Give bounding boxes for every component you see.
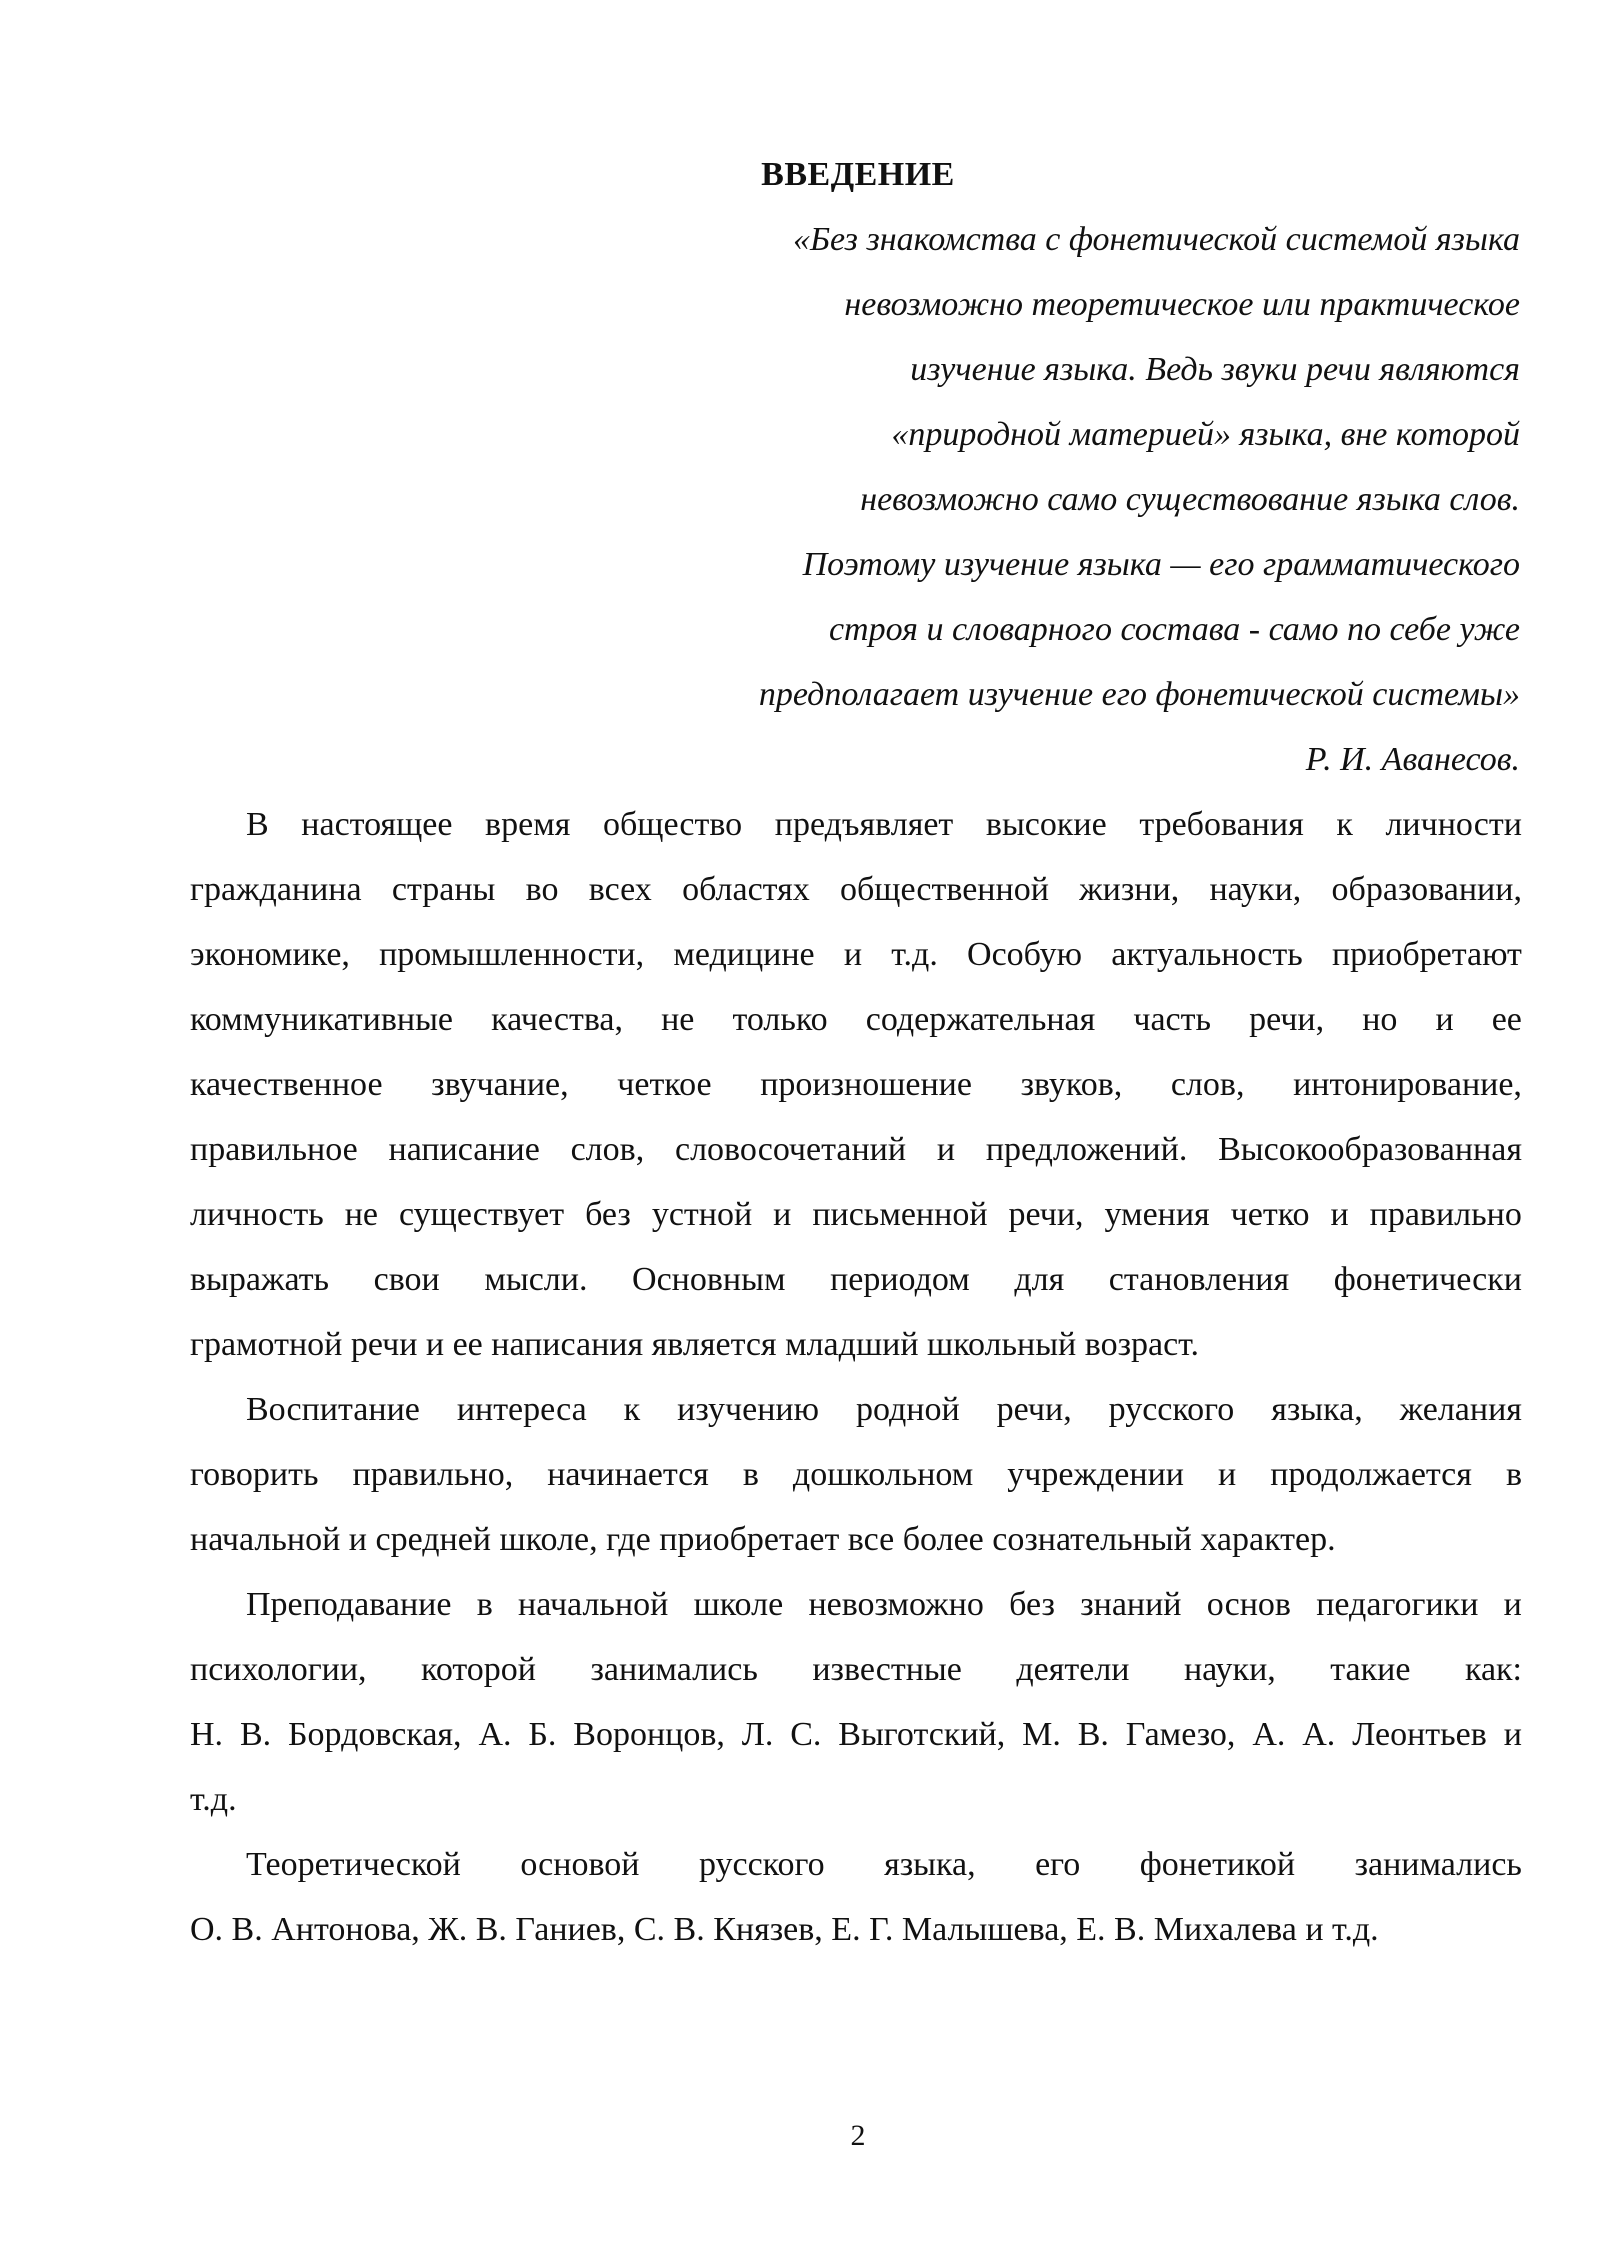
word: областях (682, 871, 810, 908)
word: высокие (985, 806, 1107, 843)
word: речи, (1249, 1001, 1325, 1038)
word: для (1014, 1261, 1065, 1298)
word: актуальность (1111, 936, 1303, 973)
page-heading: ВВЕДЕНИЕ (761, 156, 955, 193)
word: известные (812, 1651, 962, 1688)
word: выражать (190, 1261, 330, 1298)
word: личность (190, 1196, 324, 1233)
word: Б. (528, 1716, 557, 1753)
word: страны (391, 871, 496, 908)
word: периодом (830, 1261, 970, 1298)
word: т.д. (891, 936, 938, 973)
word: предъявляет (774, 806, 954, 843)
word: общественной (840, 871, 1049, 908)
word: деятели (1016, 1651, 1130, 1688)
word: предложений. (985, 1131, 1188, 1168)
word: В. (1077, 1716, 1109, 1753)
word: коммуникативные (190, 1001, 454, 1038)
word: Высокообразованная (1218, 1131, 1522, 1168)
word: слов, (570, 1131, 645, 1168)
word: часть (1133, 1001, 1212, 1038)
page-number: 2 (850, 2119, 866, 2152)
word: как: (1464, 1651, 1522, 1688)
word: науки, (1209, 871, 1302, 908)
word: становления (1108, 1261, 1290, 1298)
word: правильно (1369, 1196, 1522, 1233)
paragraph-line (190, 1832, 1522, 1897)
word: С. (790, 1716, 822, 1753)
word: которой (421, 1651, 536, 1688)
word: экономике, (190, 936, 350, 973)
word: всех (588, 871, 652, 908)
word: мысли. (484, 1261, 588, 1298)
word: интереса (456, 1391, 587, 1428)
word: продолжается (1270, 1456, 1472, 1493)
word: речи, (996, 1391, 1072, 1428)
word: четкое (617, 1066, 712, 1103)
word: и (1435, 1001, 1454, 1038)
word: русского (1108, 1391, 1235, 1428)
paragraph-line: начальной и средней школе, где приобретает все более сознательный характер. (190, 1521, 1336, 1558)
word: словосочетаний (675, 1131, 907, 1168)
word: правильное (190, 1131, 358, 1168)
word: Преподавание (246, 1586, 452, 1623)
epigraph-line: строя и словарного состава - само по себе уже (828, 611, 1520, 648)
word: качества, (491, 1001, 624, 1038)
body-paragraph (190, 1832, 1522, 1962)
word: промышленности, (379, 936, 645, 973)
word: в (742, 1456, 759, 1493)
word: слов, (1170, 1066, 1245, 1103)
word: четко (1230, 1196, 1310, 1233)
paragraph-line (190, 792, 1522, 857)
word: настоящее (301, 806, 453, 843)
paragraph-line (190, 1702, 1522, 1767)
body-paragraph (190, 1572, 1522, 1832)
epigraph-line: изучение языка. Ведь звуки речи являются (910, 351, 1520, 388)
word: звучание, (431, 1066, 569, 1103)
word: начальной (518, 1586, 669, 1623)
word: Основным (632, 1261, 786, 1298)
word: но (1362, 1001, 1398, 1038)
word: время (485, 806, 571, 843)
epigraph-line: невозможно само существование языка слов. (860, 481, 1520, 518)
word: без (1009, 1586, 1055, 1623)
word: русского (698, 1846, 825, 1883)
word: желания (1399, 1391, 1522, 1428)
word: педагогики (1316, 1586, 1479, 1623)
word: и (843, 936, 863, 973)
paragraph-line (190, 1247, 1522, 1312)
word: дошкольном (792, 1456, 974, 1493)
word: свои (373, 1261, 440, 1298)
word: А. (478, 1716, 512, 1753)
word: к (623, 1391, 641, 1428)
word: содержательная (865, 1001, 1096, 1038)
epigraph-line: «природной материей» языка, вне которой (891, 416, 1520, 453)
word: знаний (1080, 1586, 1182, 1623)
word: занимались (590, 1651, 758, 1688)
paragraph-line: т.д. (190, 1781, 237, 1818)
word: В (246, 806, 269, 843)
body-paragraph (190, 1377, 1522, 1572)
word: психологии, (190, 1651, 367, 1688)
word: Н. (190, 1716, 224, 1753)
word: личности (1385, 806, 1522, 843)
word: интонирование, (1293, 1066, 1522, 1103)
word: в (1505, 1456, 1522, 1493)
word: Гамезо, (1125, 1716, 1236, 1753)
word: занимались (1354, 1846, 1522, 1883)
word: Выготский, (838, 1716, 1006, 1753)
word: М. (1022, 1716, 1061, 1753)
word: без (585, 1196, 631, 1233)
word: требования (1139, 806, 1304, 843)
word: образовании, (1331, 871, 1522, 908)
word: фонетикой (1139, 1846, 1296, 1883)
word: приобретают (1331, 936, 1522, 973)
word: умения (1104, 1196, 1210, 1233)
word: и (1503, 1716, 1522, 1753)
word: изучению (677, 1391, 820, 1428)
word: общество (602, 806, 743, 843)
word: языка, (1271, 1391, 1363, 1428)
word: А. (1302, 1716, 1336, 1753)
word: основой (520, 1846, 640, 1883)
word: звуков, (1020, 1066, 1123, 1103)
epigraph-author: Р. И. Аванесов. (1305, 741, 1520, 778)
word: Леонтьев (1352, 1716, 1487, 1753)
word: гражданина (190, 871, 362, 908)
word: в (476, 1586, 493, 1623)
word: только (732, 1001, 828, 1038)
word: и (1217, 1456, 1237, 1493)
word: его (1035, 1846, 1081, 1883)
word: невозможно (808, 1586, 984, 1623)
paragraph-line: грамотной речи и ее написания является младший школьный возраст. (190, 1326, 1199, 1363)
word: начинается (547, 1456, 709, 1493)
word: фонетически (1333, 1261, 1522, 1298)
word: Теоретической (246, 1846, 461, 1883)
paragraph-line (190, 1182, 1522, 1247)
word: школе (693, 1586, 784, 1623)
word: и (936, 1131, 956, 1168)
word: А. (1252, 1716, 1286, 1753)
epigraph-line: «Без знакомства с фонетической системой языка (792, 221, 1520, 258)
word: качественное (190, 1066, 383, 1103)
word: и (1330, 1196, 1349, 1233)
paragraph-line (190, 922, 1522, 987)
word: к (1336, 806, 1353, 843)
word: Воспитание (246, 1391, 420, 1428)
word: во (525, 871, 559, 908)
word: жизни, (1079, 871, 1180, 908)
word: учреждении (1007, 1456, 1184, 1493)
paragraph-line (190, 1052, 1522, 1117)
word: такие (1330, 1651, 1411, 1688)
word: существует (399, 1196, 565, 1233)
word: произношение (760, 1066, 972, 1103)
paragraph-line (190, 1442, 1522, 1507)
word: науки, (1183, 1651, 1276, 1688)
paragraph-line (190, 1572, 1522, 1637)
paragraph-line: О. В. Антонова, Ж. В. Ганиев, С. В. Князев, Е. Г. Малышева, Е. В. Михалева и т.д. (190, 1911, 1379, 1948)
word: правильно, (352, 1456, 514, 1493)
word: говорить (190, 1456, 319, 1493)
word: написание (388, 1131, 540, 1168)
paragraph-line (190, 987, 1522, 1052)
epigraph-line: Поэтому изучение языка — его грамматического (802, 546, 1520, 583)
word: и (1503, 1586, 1522, 1623)
word: Л. (741, 1716, 774, 1753)
paragraph-line (190, 1637, 1522, 1702)
epigraph-line: невозможно теоретическое или практическое (844, 286, 1520, 323)
body-paragraph (190, 792, 1522, 1377)
word: В. (239, 1716, 272, 1753)
paragraph-line (190, 1117, 1522, 1182)
word: Бордовская, (288, 1716, 462, 1753)
word: Воронцов, (573, 1716, 725, 1753)
word: не (344, 1196, 379, 1233)
word: не (661, 1001, 695, 1038)
word: ее (1491, 1001, 1522, 1038)
word: языка, (884, 1846, 976, 1883)
word: речи, (1008, 1196, 1084, 1233)
word: устной (651, 1196, 753, 1233)
word: письменной (812, 1196, 988, 1233)
word: медицине (673, 936, 815, 973)
word: и (773, 1196, 792, 1233)
word: основ (1206, 1586, 1291, 1623)
epigraph-line: предполагает изучение его фонетической системы» (758, 676, 1520, 713)
paragraph-line (190, 1377, 1522, 1442)
word: родной (855, 1391, 960, 1428)
word: Особую (967, 936, 1083, 973)
paragraph-line (190, 857, 1522, 922)
epigraph (520, 207, 1520, 792)
